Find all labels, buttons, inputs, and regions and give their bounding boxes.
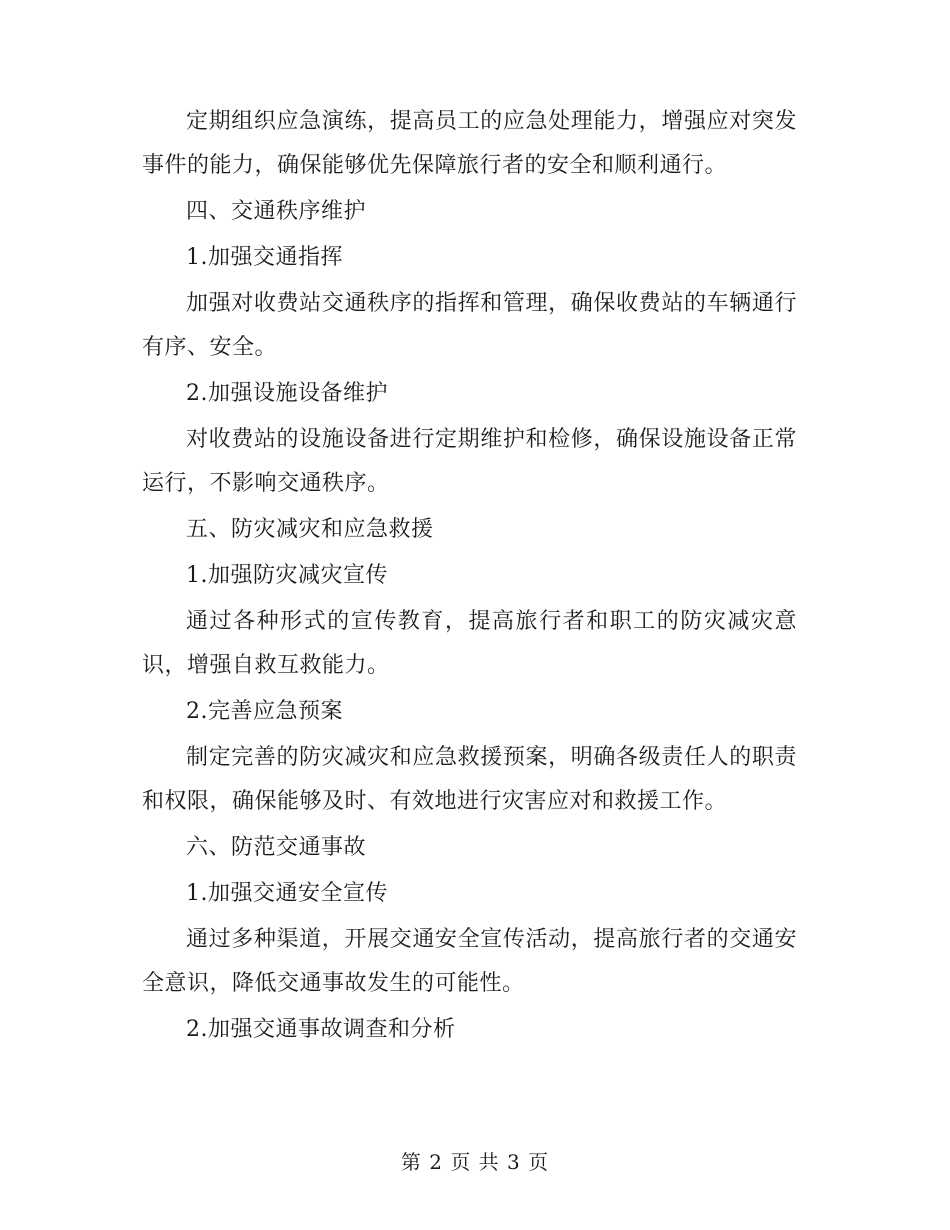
section-heading-traffic-order: 四、交通秩序维护 xyxy=(186,199,367,224)
section-heading-accident-prevention: 六、防范交通事故 xyxy=(186,835,367,860)
paragraph-emergency-drill: 定期组织应急演练，提高员工的应急处理能力，增强应对突发事件的能力，确保能够优先保障旅行者的安全和顺利通行。 xyxy=(142,109,797,178)
section-heading-disaster-prevention: 五、防灾减灾和应急救援 xyxy=(186,517,434,542)
subheading-accident-investigation: 2.加强交通事故调查和分析 xyxy=(186,1017,456,1042)
subheading-disaster-publicity: 1.加强防灾减灾宣传 xyxy=(186,563,388,588)
document-body xyxy=(142,100,797,1054)
subheading-emergency-plan: 2.完善应急预案 xyxy=(186,699,343,724)
subheading-safety-publicity: 1.加强交通安全宣传 xyxy=(186,881,388,906)
paragraph-safety-publicity: 通过多种渠道，开展交通安全宣传活动，提高旅行者的交通安全意识，降低交通事故发生的可能性。 xyxy=(142,927,797,996)
paragraph-disaster-publicity: 通过各种形式的宣传教育，提高旅行者和职工的防灾减灾意识，增强自救互救能力。 xyxy=(142,609,797,678)
paragraph-traffic-command: 加强对收费站交通秩序的指挥和管理，确保收费站的车辆通行有序、安全。 xyxy=(142,291,797,360)
subheading-traffic-command: 1.加强交通指挥 xyxy=(186,245,343,270)
page-number-footer: 第 2 页 共 3 页 xyxy=(400,1150,550,1174)
paragraph-emergency-plan: 制定完善的防灾减灾和应急救援预案，明确各级责任人的职责和权限，确保能够及时、有效地进行灾害应对和救援工作。 xyxy=(142,745,797,814)
paragraph-facility-maintenance: 对收费站的设施设备进行定期维护和检修，确保设施设备正常运行，不影响交通秩序。 xyxy=(142,427,797,496)
subheading-facility-maintenance: 2.加强设施设备维护 xyxy=(186,381,388,406)
